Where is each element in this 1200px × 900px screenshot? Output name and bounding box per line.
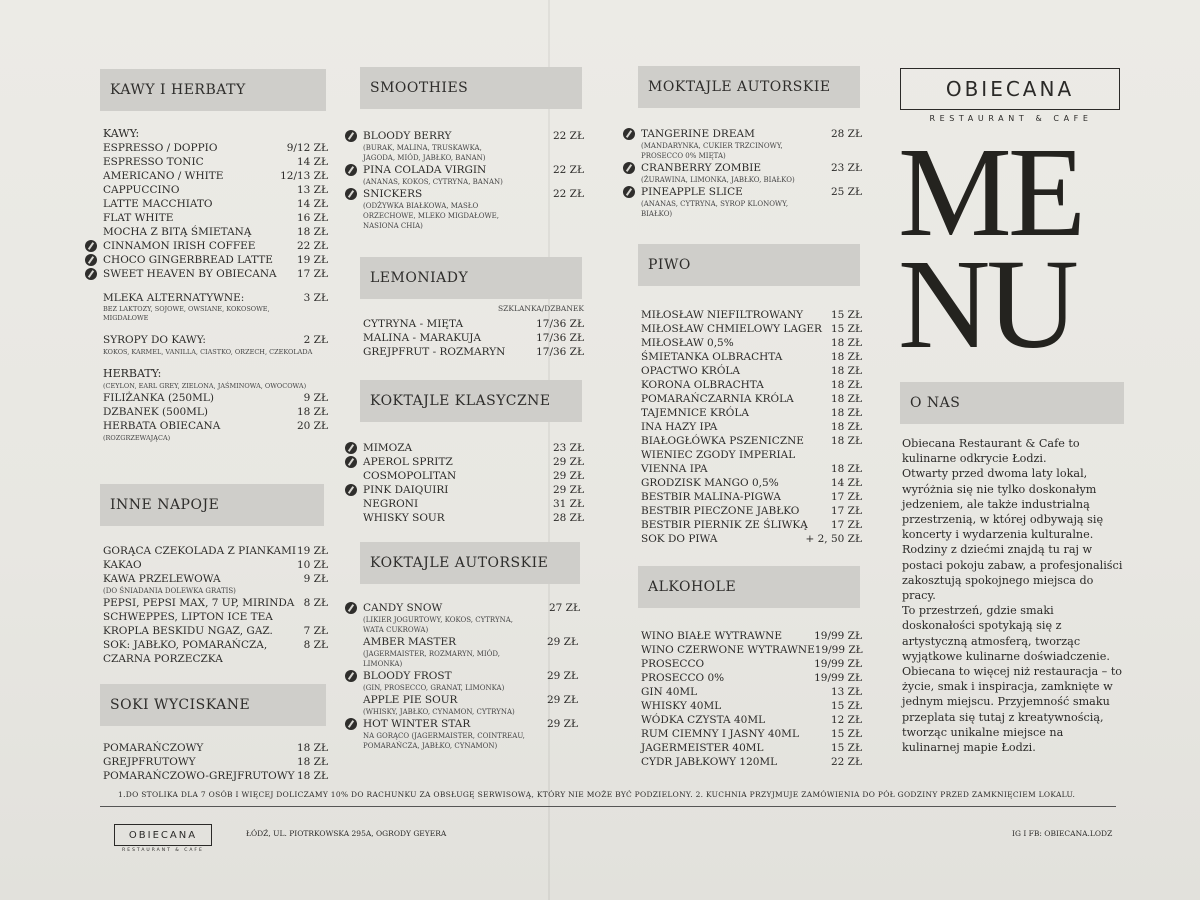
menu-item: BLOODY FROST 29 ZŁ — [360, 669, 584, 683]
menu-item: GORĄCA CZEKOLADA Z PIANKAMI 19 ZŁ — [103, 545, 328, 557]
item-description: POMARAŃCZA, JABŁKO, CYNAMON) — [363, 742, 498, 750]
item-description: (ROZGRZEWAJĄCA) — [103, 434, 171, 442]
vegan-icon — [345, 484, 357, 496]
herbaty-label: HERBATY: — [103, 367, 162, 380]
menu-item: POMARAŃCZOWY 18 ZŁ — [103, 742, 328, 754]
menu-item: HOT WINTER STAR 29 ZŁ — [360, 717, 584, 731]
menu-item: WHISKY 40ML 15 ZŁ — [641, 700, 862, 712]
section-title-smoothies: SMOOTHIES — [360, 67, 582, 109]
menu-item: BIAŁOGŁÓWKA PSZENICZNE 18 ZŁ — [641, 435, 862, 447]
item-description: (LIKIER JOGURTOWY, KOKOS, CYTRYNA, — [363, 616, 513, 624]
menu-item: PINK DAIQUIRI 29 ZŁ — [360, 483, 584, 497]
kawy-list — [100, 127, 328, 443]
footer-brand-name: OBIECANA — [128, 829, 198, 841]
menu-item: MIŁOSŁAW NIEFILTROWANY 15 ZŁ — [641, 309, 862, 321]
smoothies-list — [360, 129, 584, 231]
menu-item: JAGERMEISTER 40ML 15 ZŁ — [641, 742, 862, 754]
footer-brand-tagline: RESTAURANT & CAFE — [122, 848, 204, 853]
menu-item: APPLE PIE SOUR 29 ZŁ — [363, 694, 578, 706]
item-description: (WHISKY, JABŁKO, CYNAMON, CYTRYNA) — [363, 708, 515, 716]
menu-item: WHISKY SOUR 28 ZŁ — [363, 512, 584, 524]
menu-item: NEGRONI 31 ZŁ — [363, 498, 584, 510]
vegan-icon — [623, 128, 635, 140]
menu-heading — [898, 121, 1128, 375]
section-title-alkohole: ALKOHOLE — [638, 566, 860, 608]
menu-item: MIŁOSŁAW 0,5% 18 ZŁ — [641, 337, 862, 349]
item-description: BIAŁKO) — [641, 210, 673, 218]
menu-item: PINEAPPLE SLICE 25 ZŁ — [638, 185, 862, 199]
menu-heading-line-2: NU — [898, 233, 1075, 375]
menu-item: OPACTWO KRÓLA 18 ZŁ — [641, 365, 862, 377]
menu-item: CINNAMON IRISH COFFEE 22 ZŁ — [100, 239, 328, 253]
brand-name: OBIECANA — [945, 77, 1075, 101]
menu-item: MALINA - MARAKUJA 17/36 ZŁ — [363, 332, 584, 344]
menu-item: GIN 40ML 13 ZŁ — [641, 686, 862, 698]
alkohole-list — [638, 629, 862, 769]
about-paragraph: Obiecana to więcej niż restauracja – to życie, smak i inspiracja, zamknięte w jednym miejscu. Przyjemność smaku przeplata się tutaj z kreatywnością, tworząc unikalne miejsce na kulinarnej mapie Łodzi. — [902, 665, 1123, 755]
menu-item: WIENIEC ZGODY IMPERIAL — [641, 449, 796, 461]
section-title-soki: SOKI WYCISKANE — [100, 684, 326, 726]
menu-item: KAWA PRZELEWOWA 9 ZŁ — [103, 573, 328, 585]
menu-item-syropy: SYROPY DO KAWY: 2 ZŁ — [103, 334, 328, 346]
menu-item: GREJPFRUTOWY 18 ZŁ — [103, 756, 328, 768]
menu-item: BLOODY BERRY 22 ZŁ — [360, 129, 584, 143]
klasyczne-list — [360, 441, 584, 525]
vegan-icon — [85, 268, 97, 280]
item-description: KOKOS, KARMEL, VANILLA, CIASTKO, ORZECH, CZEKOLADA — [103, 348, 313, 356]
item-description: NASIONA CHIA) — [363, 222, 423, 230]
menu-item: WINO CZERWONE WYTRAWNE 19/99 ZŁ — [641, 644, 863, 656]
menu-item: DZBANEK (500ML) 18 ZŁ — [103, 406, 328, 418]
soki-list — [100, 741, 328, 783]
item-description: LIMONKA) — [363, 660, 403, 668]
vegan-icon — [85, 240, 97, 252]
menu-item: KAKAO 10 ZŁ — [103, 559, 328, 571]
footnote: 1.DO STOLIKA DLA 7 OSÓB I WIĘCEJ DOLICZAMY 10% DO RACHUNKU ZA OBSŁUGĘ SERWISOWĄ, KTÓRY NIE MOŻE BYĆ PODZIELONY. 2. KUCHNIA PRZYJMUJE ZAMÓWIENIA DO PÓŁ GODZINY PRZED ZAMKNIĘCIEM LOKALU. — [118, 790, 1076, 799]
item-description: (JAGERMAISTER, ROZMARYN, MIÓD, — [363, 650, 501, 658]
about-text — [902, 436, 1124, 755]
menu-item: PROSECCO 19/99 ZŁ — [641, 658, 862, 670]
menu-item: APEROL SPRITZ 29 ZŁ — [360, 455, 584, 469]
item-description: (ODŻYWKA BIAŁKOWA, MASŁO — [363, 202, 479, 210]
menu-item: TANGERINE DREAM 28 ZŁ — [638, 127, 862, 141]
lemoniady-header: SZKLANKA/DZBANEK — [498, 304, 584, 313]
section-title-lemoniady: LEMONIADY — [360, 257, 582, 299]
menu-item: TAJEMNICE KRÓLA 18 ZŁ — [641, 407, 862, 419]
section-title-kawy: KAWY I HERBATY — [100, 69, 326, 111]
menu-heading-line-1: ME — [898, 121, 1082, 263]
menu-item: MIMOZA 23 ZŁ — [360, 441, 584, 455]
menu-item: AMBER MASTER 29 ZŁ — [363, 636, 578, 648]
autorskie-list — [360, 601, 584, 751]
menu-item: LATTE MACCHIATO 14 ZŁ — [103, 198, 328, 210]
about-paragraph: Rodziny z dziećmi znajdą tu raj w postaci pokoju zabaw, a profesjonaliści zakosztują spokojnego miejsca do pracy. — [902, 543, 1123, 603]
vegan-icon — [345, 130, 357, 142]
menu-item: POMARAŃCZARNIA KRÓLA 18 ZŁ — [641, 393, 862, 405]
brand-tagline: RESTAURANT & CAFE — [929, 114, 1093, 123]
brand-logo — [900, 68, 1120, 110]
item-description: NA GORĄCO (JAGERMAISTER, COINTREAU, — [363, 732, 525, 740]
menu-item: ŚMIETANKA OLBRACHTA 18 ZŁ — [641, 351, 862, 363]
menu-item: SWEET HEAVEN BY OBIECANA 17 ZŁ — [100, 267, 328, 281]
item-description: (CEYLON, EARL GREY, ZIELONA, JAŚMINOWA, OWOCOWA) — [103, 382, 307, 390]
vegan-icon — [345, 442, 357, 454]
menu-item: CAPPUCCINO 13 ZŁ — [103, 184, 328, 196]
menu-item: GRODZISK MANGO 0,5% 14 ZŁ — [641, 477, 862, 489]
menu-item: COSMOPOLITAN 29 ZŁ — [363, 470, 584, 482]
menu-item: SNICKERS 22 ZŁ — [360, 187, 584, 201]
menu-item: ESPRESSO TONIC 14 ZŁ — [103, 156, 328, 168]
item-description: ORZECHOWE, MLEKO MIGDAŁOWE, — [363, 212, 500, 220]
item-description: (ŻURAWINA, LIMONKA, JABŁKO, BIAŁKO) — [641, 176, 795, 184]
menu-item: GREJPFRUT - ROZMARYN 17/36 ZŁ — [363, 346, 584, 358]
menu-item: KROPLA BESKIDU NGAZ, GAZ. 7 ZŁ — [103, 625, 328, 637]
about-paragraph: Otwarty przed dwoma laty lokal, wyróżnia się nie tylko doskonałym jedzeniem, ale także industrialną przestrzenią, w której odbywają się koncerty i wydarzenia kulturalne. — [902, 467, 1104, 542]
section-title-inne: INNE NAPOJE — [100, 484, 324, 526]
menu-item: CZARNA PORZECZKA — [103, 653, 223, 665]
menu-item: KORONA OLBRACHTA 18 ZŁ — [641, 379, 862, 391]
about-paragraph: Obiecana Restaurant & Cafe to kulinarne odkrycie Łodzi. — [902, 437, 1080, 466]
menu-item: SOK: JABŁKO, POMARAŃCZA, 8 ZŁ — [103, 639, 328, 651]
vegan-icon — [345, 670, 357, 682]
item-description: BEZ LAKTOZY, SOJOWE, OWSIANE, KOKOSOWE, MIGDAŁOWE — [103, 305, 270, 322]
about-paragraph: To przestrzeń, gdzie smaki doskonałości spotykają się z artystyczną atmosferą, tworząc wyjątkowe kulinarne doświadczenie. — [902, 604, 1110, 663]
menu-item: CYTRYNA - MIĘTA 17/36 ZŁ — [363, 318, 584, 330]
vegan-icon — [345, 718, 357, 730]
item-description: WATA CUKROWA) — [363, 626, 429, 634]
vegan-icon — [623, 186, 635, 198]
footer-social: IG I FB: OBIECANA.LODZ — [1012, 829, 1113, 838]
menu-item: PEPSI, PEPSI MAX, 7 UP, MIRINDA 8 ZŁ — [103, 597, 328, 609]
vegan-icon — [345, 164, 357, 176]
menu-item: POMARAŃCZOWO-GREJFRUTOWY 18 ZŁ — [103, 770, 328, 782]
menu-item: FILIŻANKA (250ML) 9 ZŁ — [103, 392, 328, 404]
menu-item: PROSECCO 0% 19/99 ZŁ — [641, 672, 862, 684]
menu-item: FLAT WHITE 16 ZŁ — [103, 212, 328, 224]
menu-item: SOK DO PIWA + 2, 50 ZŁ — [641, 533, 862, 545]
menu-item-mleka: MLEKA ALTERNATYWNE: 3 ZŁ — [103, 292, 328, 304]
moktajle-list — [638, 127, 862, 219]
menu-item: BESTBIR PIECZONE JABŁKO 17 ZŁ — [641, 505, 862, 517]
menu-item: INA HAZY IPA 18 ZŁ — [641, 421, 862, 433]
menu-item: CRANBERRY ZOMBIE 23 ZŁ — [638, 161, 862, 175]
vegan-icon — [85, 254, 97, 266]
item-description: (ANANAS, CYTRYNA, SYROP KLONOWY, — [641, 200, 789, 208]
vegan-icon — [345, 188, 357, 200]
menu-item: MOCHA Z BITĄ ŚMIETANĄ 18 ZŁ — [103, 226, 328, 238]
section-title-about: O NAS — [900, 382, 1124, 424]
menu-item: CHOCO GINGERBREAD LATTE 19 ZŁ — [100, 253, 328, 267]
vegan-icon — [623, 162, 635, 174]
menu-item: PINA COLADA VIRGIN 22 ZŁ — [360, 163, 584, 177]
item-description: (GIN, PROSECCO, GRANAT, LIMONKA) — [363, 684, 505, 692]
vegan-icon — [345, 456, 357, 468]
menu-item: AMERICANO / WHITE 12/13 ZŁ — [103, 170, 328, 182]
menu-item: SCHWEPPES, LIPTON ICE TEA — [103, 611, 273, 623]
item-description: (ANANAS, KOKOS, CYTRYNA, BANAN) — [363, 178, 503, 186]
footer-logo — [114, 824, 212, 846]
section-title-klasyczne: KOKTAJLE KLASYCZNE — [360, 380, 582, 422]
item-description: (MANDARYNKA, CUKIER TRZCINOWY, — [641, 142, 783, 150]
menu-item: WÓDKA CZYSTA 40ML 12 ZŁ — [641, 714, 862, 726]
item-description: (BURAK, MALINA, TRUSKAWKA, — [363, 144, 482, 152]
menu-item: ESPRESSO / DOPPIO 9/12 ZŁ — [103, 142, 328, 154]
menu-item: BESTBIR MALINA-PIGWA 17 ZŁ — [641, 491, 862, 503]
inne-list — [100, 544, 328, 666]
menu-item: WINO BIAŁE WYTRAWNE 19/99 ZŁ — [641, 630, 862, 642]
kawy-label: KAWY: — [103, 127, 140, 140]
menu-item: MIŁOSŁAW CHMIELOWY LAGER 15 ZŁ — [641, 323, 862, 335]
item-description: JAGODA, MIÓD, JABŁKO, BANAN) — [363, 154, 486, 162]
menu-item: VIENNA IPA 18 ZŁ — [641, 463, 862, 475]
lemoniady-list — [360, 304, 584, 359]
section-title-piwo: PIWO — [638, 244, 860, 286]
vegan-icon — [345, 602, 357, 614]
section-title-autorskie: KOKTAJLE AUTORSKIE — [360, 542, 580, 584]
item-description: (DO ŚNIADANIA DOLEWKA GRATIS) — [103, 587, 236, 595]
piwo-list — [638, 308, 862, 546]
menu-item: CANDY SNOW 27 ZŁ — [360, 601, 584, 615]
menu-item: BESTBIR PIERNIK ZE ŚLIWKĄ 17 ZŁ — [641, 519, 862, 531]
footer-divider — [100, 806, 1116, 807]
menu-item: HERBATA OBIECANA 20 ZŁ — [103, 420, 328, 432]
menu-item: CYDR JABŁKOWY 120ML 22 ZŁ — [641, 756, 862, 768]
menu-item: RUM CIEMNY I JASNY 40ML 15 ZŁ — [641, 728, 862, 740]
footer-address: ŁÓDŹ, UL. PIOTRKOWSKA 295A, OGRODY GEYERA — [246, 829, 447, 838]
section-title-moktajle: MOKTAJLE AUTORSKIE — [638, 66, 860, 108]
item-description: PROSECCO 0% MIĘTA) — [641, 152, 726, 160]
